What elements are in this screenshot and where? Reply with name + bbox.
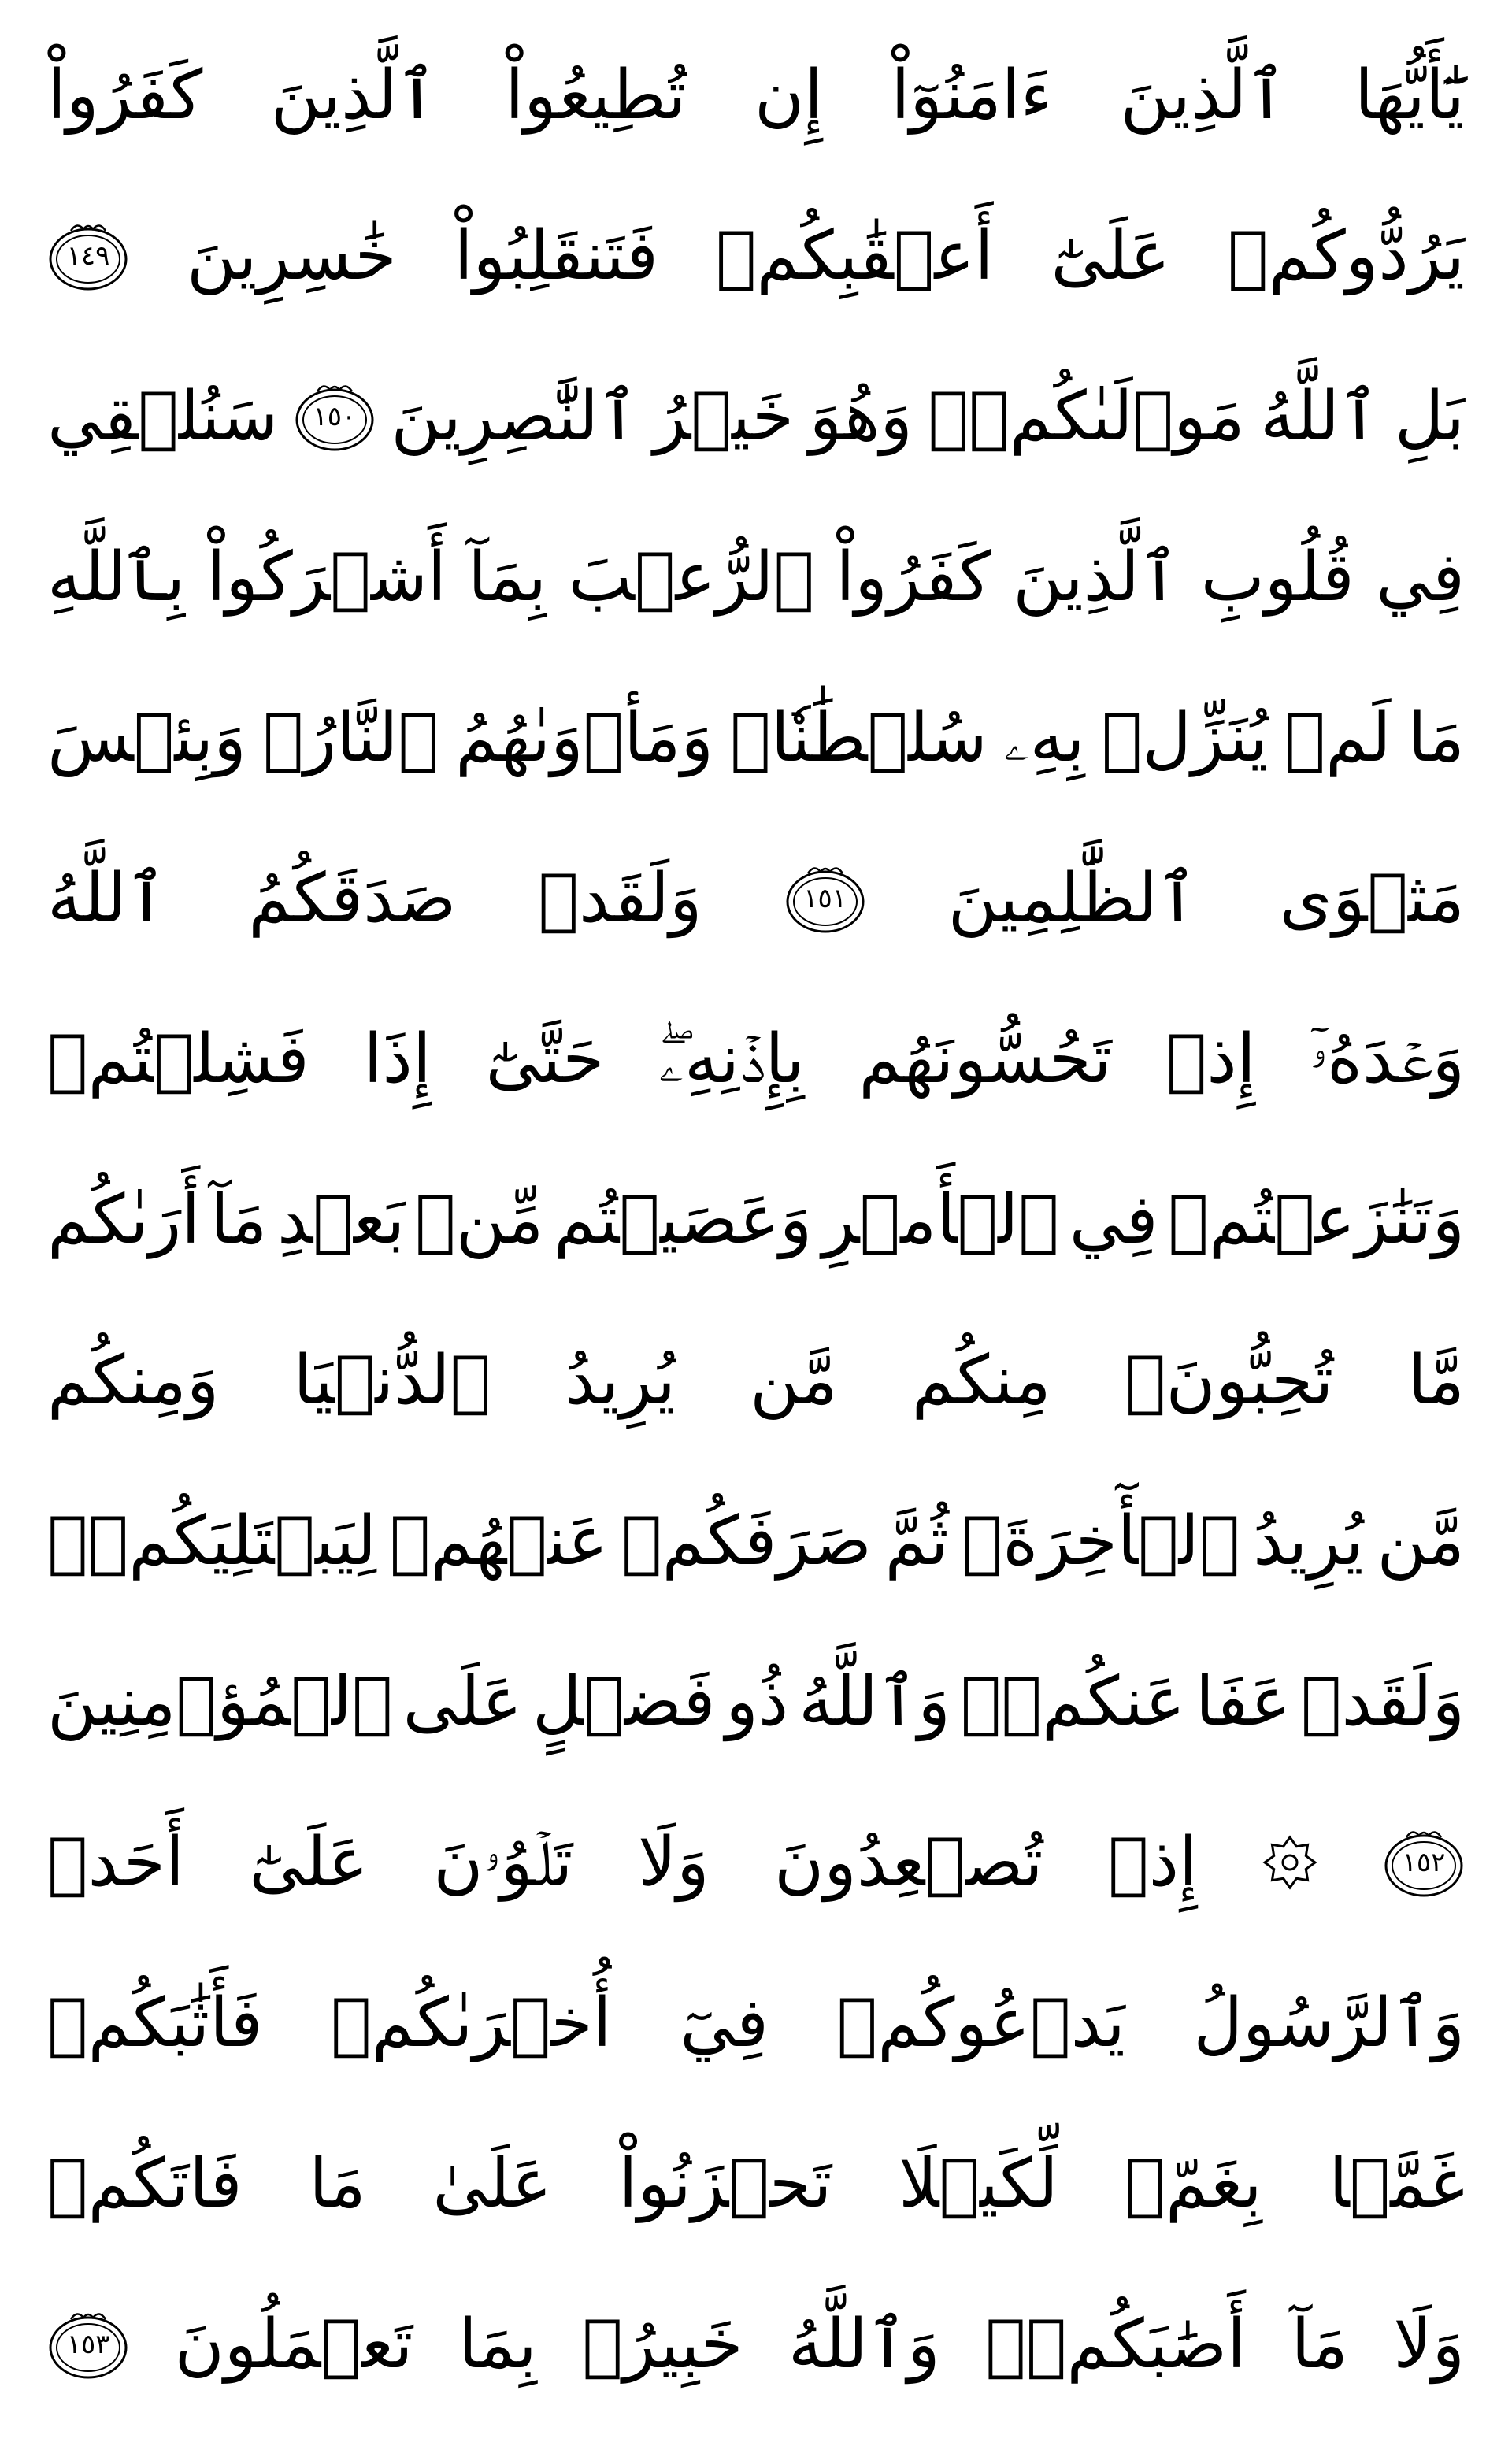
quran-word: يُرِيدُ [565, 1341, 676, 1420]
quran-word: خَٰسِرِينَ [186, 217, 397, 295]
quran-word: أَعۡقَٰبِكُمۡ [715, 217, 994, 295]
ayah-number: ١٤٩ [66, 240, 110, 272]
text-line [47, 1139, 1465, 1301]
quran-word: ٱلۡأٓخِرَةَۚ [962, 1502, 1240, 1581]
quran-word: وَٱللَّهُ [788, 2305, 940, 2384]
text-line [47, 1460, 1465, 1622]
quran-word: يَرُدُّوكُمۡ [1228, 217, 1465, 295]
quran-word: ٱللَّهُ [1260, 377, 1380, 456]
quran-word: لِيَبۡتَلِيَكُمۡۖ [47, 1502, 377, 1581]
quran-word: فَأَثَٰبَكُمۡ [47, 1984, 263, 2062]
text-line [47, 657, 1465, 819]
quran-word: حَتَّىٰٓ [485, 1020, 605, 1099]
quran-word: فَشِلۡتُمۡ [47, 1020, 309, 1099]
quran-word: قُلُوبِ [1200, 538, 1354, 617]
quran-word: بَعۡدِ [277, 1180, 406, 1259]
quran-word: ذُو [725, 1662, 789, 1741]
quran-word: ٱلظَّٰلِمِينَ [947, 859, 1198, 938]
quran-word: فَتَنقَلِبُواْ [454, 217, 658, 295]
quran-word: تَحۡزَنُواْ [618, 2144, 832, 2223]
quran-word: تُطِيعُواْ [505, 56, 687, 135]
ayah-number: ١٥٠ [313, 401, 357, 432]
quran-word: عَلَى [402, 1662, 523, 1741]
quran-word: ٱلنَّارُۖ [262, 699, 439, 777]
quran-word: تَحُسُّونَهُم [858, 1020, 1112, 1099]
quran-word: تَعۡمَلُونَ [174, 2305, 413, 2384]
text-line [47, 978, 1465, 1140]
text-line [47, 2103, 1465, 2265]
quran-word: يُنَزِّلۡ [1101, 699, 1269, 777]
quran-word: وَمَأۡوَىٰهُمُ [455, 699, 714, 777]
quran-word: وَٱللَّهُ [799, 1662, 951, 1741]
text-line [47, 1942, 1465, 2104]
quran-word: بِمَا [458, 2305, 537, 2384]
quran-word: وَلَقَدۡ [538, 859, 702, 938]
quran-word: مَّا [1407, 1341, 1465, 1420]
quran-word: أَرَىٰكُم [47, 1180, 201, 1259]
quran-word: تَلۡوُۥنَ [433, 1823, 573, 1902]
quran-word: ٱلَّذِينَ [270, 56, 437, 135]
quran-word: تُحِبُّونَۚ [1125, 1341, 1334, 1420]
quran-word: كَفَرُواْ [836, 538, 991, 617]
ayah-number: ١٥٣ [66, 2329, 110, 2360]
quran-word: مِّنۢ [415, 1180, 544, 1259]
quran-word: صَرَفَكُمۡ [621, 1502, 872, 1581]
quran-word: أَصَٰبَكُمۡۗ [985, 2305, 1247, 2384]
quran-word: ٱلۡمُؤۡمِنِينَ [47, 1662, 393, 1741]
quran-word: مَا [309, 2144, 366, 2223]
quran-word: وَهُوَ [809, 377, 913, 456]
quran-word: مَآ [210, 1180, 268, 1259]
quran-word: فِيٓ [680, 1984, 769, 2062]
quran-word: عَفَا [1195, 1662, 1292, 1741]
quran-word: فَاتَكُمۡ [47, 2144, 243, 2223]
quran-word: فِي [1376, 538, 1465, 617]
ayah-number-marker [294, 380, 376, 453]
quran-word: ٱلدُّنۡيَا [293, 1341, 491, 1420]
text-line [47, 817, 1465, 980]
text-line [47, 14, 1465, 176]
quran-word: إِذَا [363, 1020, 432, 1099]
quran-word: بِهِۦ [1003, 699, 1085, 777]
quran-word: كَفَرُواْ [47, 56, 203, 135]
text-line [47, 496, 1465, 658]
quran-word: أَحَدٖ [47, 1823, 184, 1902]
quran-word: إِذۡ [1166, 1020, 1256, 1099]
quran-word: عَنكُمۡۗ [960, 1662, 1186, 1741]
quran-word: ٱلۡأَمۡرِ [822, 1180, 1059, 1259]
quran-word: بِغَمّٖ [1125, 2144, 1262, 2223]
quran-word: بِإِذۡنِهِۦۖ [658, 1020, 805, 1099]
quran-word: ٱللَّهُ [47, 859, 167, 938]
text-line [47, 1621, 1465, 1783]
quran-word: مَآ [1291, 2305, 1348, 2384]
ayah-number: ١٥٢ [1402, 1847, 1446, 1878]
quran-word: وَٱلرَّسُولُ [1193, 1984, 1465, 2062]
text-line [47, 335, 1465, 498]
quran-word: وَلَا [638, 1823, 710, 1902]
quran-word: فِي [1069, 1180, 1158, 1259]
quran-word: لِّكَيۡلَا [899, 2144, 1058, 2223]
quran-word: إِذۡ [1108, 1823, 1198, 1902]
quran-word: مَّن [1377, 1502, 1465, 1581]
quran-word: يَٰٓأَيُّهَا [1354, 56, 1465, 135]
quran-word: عَنۡهُمۡ [389, 1502, 609, 1581]
quran-word: ٱلنَّٰصِرِينَ [391, 377, 639, 456]
ayah-number-marker [47, 2308, 129, 2381]
text-line [47, 2263, 1465, 2426]
quran-word: بِٱللَّهِ [47, 538, 186, 617]
quran-word: وَتَنَٰزَعۡتُمۡ [1168, 1180, 1465, 1259]
quran-word: أَشۡرَكُواْ [206, 538, 447, 617]
quran-word: مِنكُم [911, 1341, 1051, 1420]
quran-word: ءَامَنُوٓاْ [891, 56, 1053, 135]
quran-word: صَدَقَكُمُ [248, 859, 457, 938]
ayah-number-marker [1383, 1826, 1465, 1899]
quran-word: يُرِيدُ [1253, 1502, 1364, 1581]
quran-word: عَلَىٰٓ [1051, 217, 1171, 295]
quran-word: فَضۡلٍ [532, 1662, 716, 1741]
quran-word: مَوۡلَىٰكُمۡۖ [928, 377, 1245, 456]
quran-word: خَبِيرُۢ [582, 2305, 743, 2384]
quran-word: ثُمَّ [884, 1502, 949, 1581]
quran-word: عَلَىٰٓ [249, 1823, 369, 1902]
quran-word: لَمۡ [1284, 699, 1392, 777]
quran-word: مَا [1407, 699, 1465, 777]
quran-word: خَيۡرُ [653, 377, 795, 456]
quran-word: يَدۡعُوكُمۡ [836, 1984, 1125, 2062]
text-line [47, 1299, 1465, 1462]
quran-word: سُلۡطَٰنٗاۖ [730, 699, 988, 777]
quran-word: وَعَصَيۡتُم [554, 1180, 813, 1259]
ayah-number-marker [784, 862, 866, 935]
quran-word: إِن [754, 56, 824, 135]
quran-word: عَلَىٰ [432, 2144, 552, 2223]
quran-word: وَلَقَدۡ [1301, 1662, 1465, 1741]
text-line [47, 1781, 1465, 1944]
quran-word: ٱلَّذِينَ [1120, 56, 1287, 135]
ayah-number-marker [47, 220, 129, 292]
quran-word: بِمَآ [468, 538, 547, 617]
quran-word: ٱلرُّعۡبَ [568, 538, 815, 617]
quran-word: سَنُلۡقِي [47, 377, 279, 456]
quran-word: وَمِنكُم [47, 1341, 220, 1420]
quran-word: غَمَّۢا [1329, 2144, 1465, 2223]
quran-word: تُصۡعِدُونَ [774, 1823, 1043, 1902]
quran-word: وَلَا [1393, 2305, 1465, 2384]
quran-word: وَعۡدَهُۥٓ [1310, 1020, 1465, 1099]
quran-word: مَثۡوَى [1279, 859, 1465, 938]
quran-word: مَّن [750, 1341, 838, 1420]
quran-word: أُخۡرَىٰكُمۡ [331, 1984, 612, 2062]
text-line [47, 175, 1465, 337]
rub-el-hizb-icon [1262, 1835, 1317, 1890]
ayah-number: ١٥١ [803, 883, 847, 914]
quran-word: وَبِئۡسَ [47, 699, 246, 777]
quran-word: ٱلَّذِينَ [1013, 538, 1180, 617]
quran-word: بَلِ [1394, 377, 1465, 456]
